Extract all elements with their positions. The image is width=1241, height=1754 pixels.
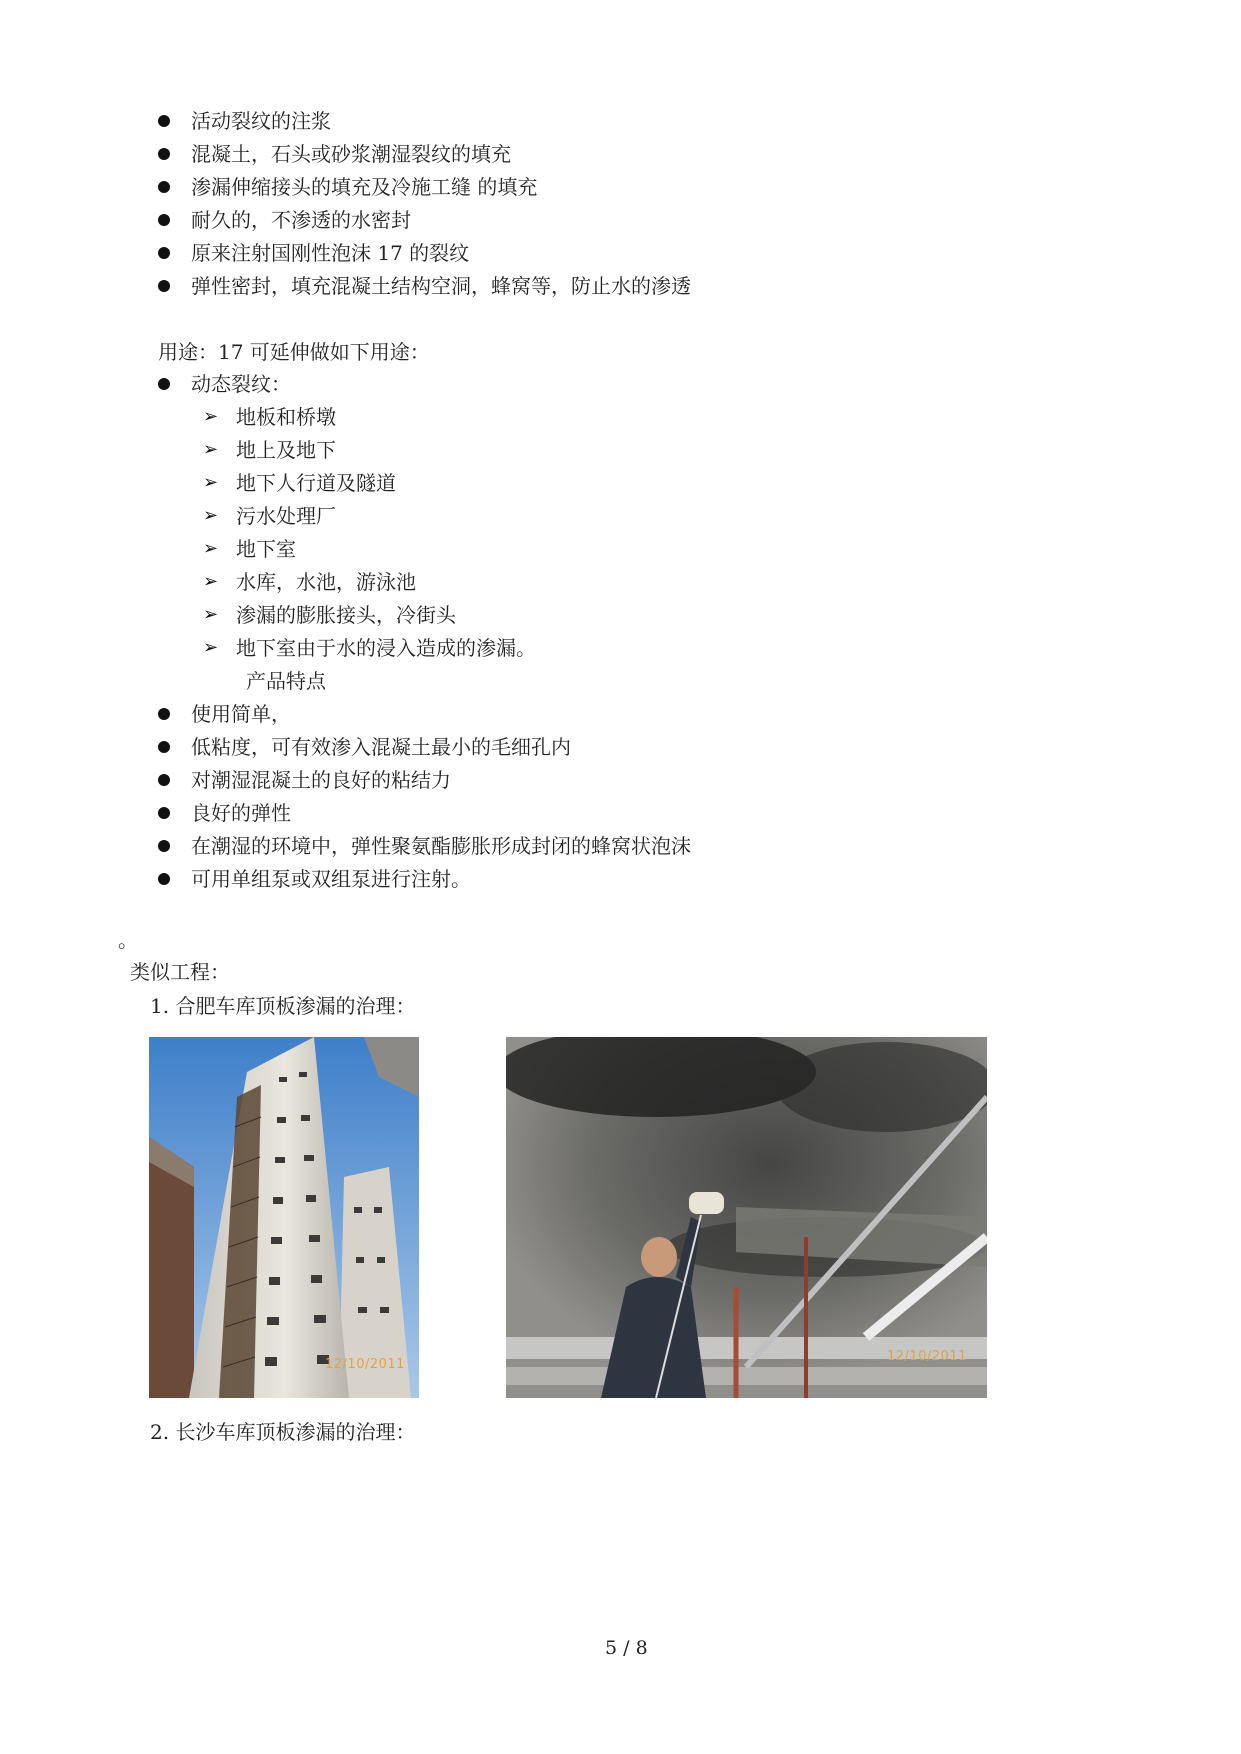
arrow-bullet-icon: ➢ bbox=[203, 439, 219, 460]
ceiling-injection-photo bbox=[506, 1037, 987, 1398]
product-feature-item: 良好的弹性 bbox=[191, 801, 291, 825]
bullet-dot bbox=[158, 840, 170, 852]
bullet-dot bbox=[158, 873, 170, 885]
sub-item: 污水处理厂 bbox=[236, 504, 336, 528]
page-number: 5 / 8 bbox=[605, 1637, 648, 1659]
arrow-bullet-icon: ➢ bbox=[203, 604, 219, 625]
stray-mark: 。 bbox=[118, 928, 138, 952]
dynamic-cracks-label: 动态裂纹： bbox=[191, 372, 291, 396]
feature-item: 耐久的，不渗透的水密封 bbox=[191, 208, 411, 232]
sub-item: 地板和桥墩 bbox=[236, 405, 336, 429]
photo-date-stamp: 12/10/2011 bbox=[325, 1357, 405, 1372]
feature-item: 活动裂纹的注浆 bbox=[191, 109, 331, 133]
similar-projects-heading: 类似工程： bbox=[130, 960, 230, 984]
feature-item: 渗漏伸缩接头的填充及冷施工缝 的填充 bbox=[191, 175, 538, 199]
sub-item: 水库，水池，游泳池 bbox=[236, 570, 416, 594]
uses-intro: 用途：17 可延伸做如下用途： bbox=[158, 340, 430, 364]
arrow-bullet-icon: ➢ bbox=[203, 571, 219, 592]
bullet-dot bbox=[158, 214, 170, 226]
bullet-dot bbox=[158, 280, 170, 292]
feature-item: 混凝土，石头或砂浆潮湿裂纹的填充 bbox=[191, 142, 511, 166]
arrow-bullet-icon: ➢ bbox=[203, 406, 219, 427]
building-photo bbox=[149, 1037, 419, 1398]
product-feature-item: 低粘度，可有效渗入混凝土最小的毛细孔内 bbox=[191, 735, 571, 759]
bullet-dot bbox=[158, 741, 170, 753]
sub-item: 地上及地下 bbox=[236, 438, 336, 462]
photo-date-stamp: 12/10/2011 bbox=[887, 1349, 967, 1364]
product-features-heading: 产品特点 bbox=[246, 669, 326, 693]
arrow-bullet-icon: ➢ bbox=[203, 505, 219, 526]
arrow-bullet-icon: ➢ bbox=[203, 472, 219, 493]
feature-item: 弹性密封，填充混凝土结构空洞，蜂窝等，防止水的渗透 bbox=[191, 274, 691, 298]
project-1-label: 1. 合肥车库顶板渗漏的治理： bbox=[150, 994, 416, 1018]
sub-item: 地下室 bbox=[236, 537, 296, 561]
product-feature-item: 对潮湿混凝土的良好的粘结力 bbox=[191, 768, 451, 792]
bullet-dot bbox=[158, 148, 170, 160]
project-2-label: 2. 长沙车库顶板渗漏的治理： bbox=[150, 1420, 416, 1444]
product-feature-item: 使用简单， bbox=[191, 702, 291, 726]
sub-item: 地下室由于水的浸入造成的渗漏。 bbox=[236, 636, 536, 660]
bullet-dot bbox=[158, 247, 170, 259]
sub-item: 地下人行道及隧道 bbox=[236, 471, 396, 495]
bullet-dot bbox=[158, 115, 170, 127]
bullet-dot bbox=[158, 807, 170, 819]
product-feature-item: 可用单组泵或双组泵进行注射。 bbox=[191, 867, 471, 891]
arrow-bullet-icon: ➢ bbox=[203, 538, 219, 559]
feature-item: 原来注射国刚性泡沫 17 的裂纹 bbox=[191, 241, 470, 265]
bullet-dot bbox=[158, 774, 170, 786]
sub-item: 渗漏的膨胀接头，冷街头 bbox=[236, 603, 456, 627]
bullet-dot bbox=[158, 378, 170, 390]
arrow-bullet-icon: ➢ bbox=[203, 637, 219, 658]
bullet-dot bbox=[158, 708, 170, 720]
bullet-dot bbox=[158, 181, 170, 193]
product-feature-item: 在潮湿的环境中，弹性聚氨酯膨胀形成封闭的蜂窝状泡沫 bbox=[191, 834, 691, 858]
